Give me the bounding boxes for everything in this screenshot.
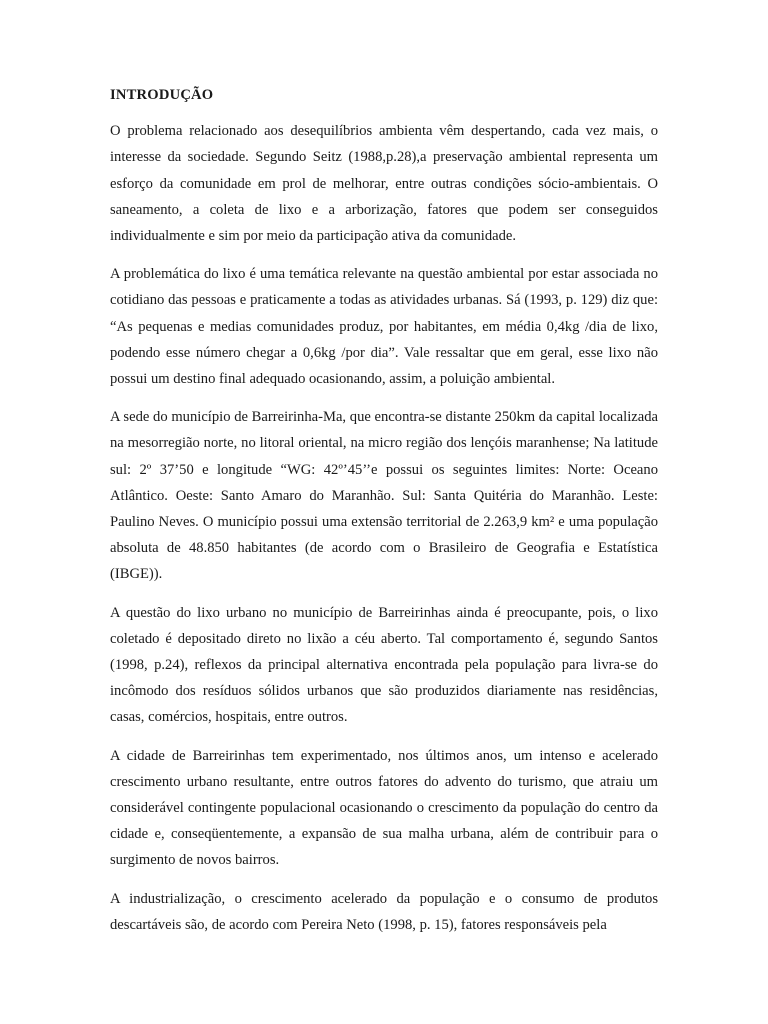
paragraph-5: A cidade de Barreirinhas tem experimentado, nos últimos anos, um intenso e acelerado crescimento urbano resultante, entre outros fatores do advento do turismo, que atraiu um considerável contingente populacional ocasionando o crescimento da população do centro da cidade e, conseqüentemente, a expansão de sua malha urbana, além de contribuir para o surgimento de novos bairros.: [110, 747, 658, 869]
paragraph-2: A problemática do lixo é uma temática relevante na questão ambiental por estar associada no cotidiano das pessoas e praticamente a todas as atividades urbanas. Sá (1993, p. 129) diz que: “As pequenas e medias comunidades produz, por habitantes, em média 0,4kg /dia de lixo, podendo esse número chegar a 0,6kg /por dia”. Vale ressaltar que em geral, esse lixo não possui um destino final adequado ocasionando, assim, a poluição ambiental.: [110, 266, 658, 388]
paragraph-6: A industrialização, o crescimento acelerado da população e o consumo de produtos descartáveis são, de acordo com Pereira Neto (1998, p. 15), fatores responsáveis pela: [110, 890, 658, 933]
section-heading: INTRODUÇÃO: [110, 87, 214, 103]
paragraph-3: A sede do município de Barreirinha-Ma, que encontra-se distante 250km da capital localizada na mesorregião norte, no litoral oriental, na micro região dos lençóis maranhense; Na latitude sul: 2º 37’50 e longitude “WG: 42º’45’’e possui os seguintes limites: Norte: Oceano Atlântico. Oeste: Santo Amaro do Maranhão. Sul: Santa Quitéria do Maranhão. Leste: Paulino Neves. O município possui uma extensão territorial de 2.263,9 km² e uma população absoluta de 48.850 habitantes (de acordo com o Brasileiro de Geografia e Estatística (IBGE)).: [110, 409, 658, 583]
paragraph-1: O problema relacionado aos desequilíbrios ambienta vêm despertando, cada vez mais, o interesse da sociedade. Segundo Seitz (1988,p.28),a preservação ambiental representa um esforço da comunidade em prol de melhorar, entre outras condições sócio-ambientais. O saneamento, a coleta de lixo e a arborização, fatores que podem ser conseguidos individualmente e sim por meio da participação ativa da comunidade.: [110, 123, 658, 245]
document-body: [110, 82, 658, 950]
paragraph-4: A questão do lixo urbano no município de Barreirinhas ainda é preocupante, pois, o lixo coletado é depositado direto no lixão a céu aberto. Tal comportamento é, segundo Santos (1998, p.24), reflexos da principal alternativa encontrada pela população para livra-se do incômodo dos resíduos sólidos urbanos que são produzidos diariamente nas residências, casas, comércios, hospitais, entre outros.: [110, 604, 658, 726]
